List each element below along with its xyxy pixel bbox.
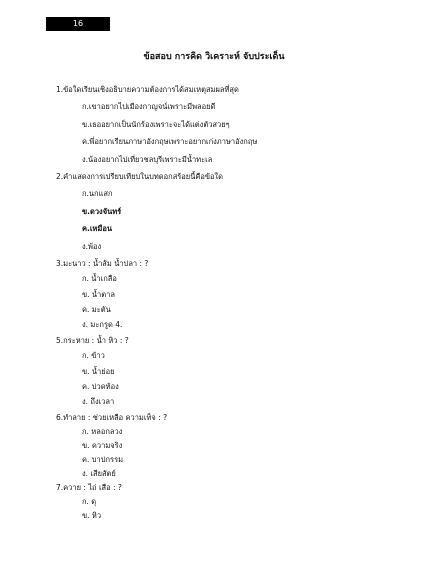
question-list — [56, 84, 406, 524]
question-5-option-b: ข. น้ำย่อย — [82, 366, 115, 376]
question-3-option-b: ข. น้ำตาล — [82, 289, 115, 299]
question-1-option-b: ข.เธออยากเป็นนักร้องเพราะจะได้แต่งตัวสวยๆ — [82, 119, 230, 129]
page-title: ข้อสอบ การคิด วิเคราะห์ จับประเด็น — [143, 52, 285, 62]
question-2-option-c: ค.เหมือน — [82, 224, 112, 234]
question-2-option-a: ก.นกแสก — [82, 189, 113, 199]
question-3-option-a: ก. น้ำเกลือ — [82, 274, 117, 284]
question-1-option-d: ง.น้องอยากไปเที่ยวชลบุรีเพราะมีน้ำทะเล — [82, 154, 213, 164]
question-6-option-d: ง. เสียสัตย์ — [82, 468, 116, 478]
question-3: 3.มะนาว : น้ำส้ม น้ำปลา : ? — [56, 258, 149, 268]
question-3-option-d: ง. มะกรูด 4. — [82, 320, 123, 330]
question-5-option-a: ก. ข้าว — [82, 351, 105, 361]
question-1: 1.ข้อใดเรียนเชิงอธิบายความต้องการได้สมเหตุสมผลที่สุด — [56, 85, 239, 94]
question-2-option-b: ข.ดวงจันทร์ — [82, 206, 122, 216]
question-6-option-c: ค. บาปกรรม — [82, 454, 124, 464]
question-6: 6.ทำลาย : ช่วยเหลือ ความเท็จ : ? — [56, 412, 168, 422]
question-6-option-b: ข. ความจริง — [82, 440, 123, 450]
page-number: 16 — [46, 17, 110, 31]
question-5-option-c: ค. ปวดท้อง — [82, 382, 119, 392]
question-5: 5.กระหาย : น้ำ หิว : ? — [56, 335, 129, 345]
question-5-option-d: ง. ถึงเวลา — [82, 397, 115, 407]
question-7-option-a: ก. ดุ — [82, 496, 97, 506]
question-3-option-c: ค. มะตัน — [82, 305, 111, 315]
question-1-option-c: ค.พี่อยากเรียนภาษาอังกฤษเพราะอยากเก่งภาษาอังกฤษ — [82, 137, 258, 147]
question-1-option-a: ก.เขาอยากไปเมืองกาญจน์เพราะมีพลอยดี — [82, 102, 216, 112]
question-2-option-d: ง.พ้อง — [82, 241, 102, 251]
question-6-option-a: ก. หลอกลวง — [82, 426, 123, 436]
question-7-option-b: ข. หิว — [82, 510, 102, 520]
question-7: 7.ควาย : ไถ่ เสือ : ? — [56, 482, 122, 492]
question-2: 2.คำแสดงการเปรียบเทียบในบทดอกสร้อยนี้คือข้อใด — [56, 171, 224, 181]
